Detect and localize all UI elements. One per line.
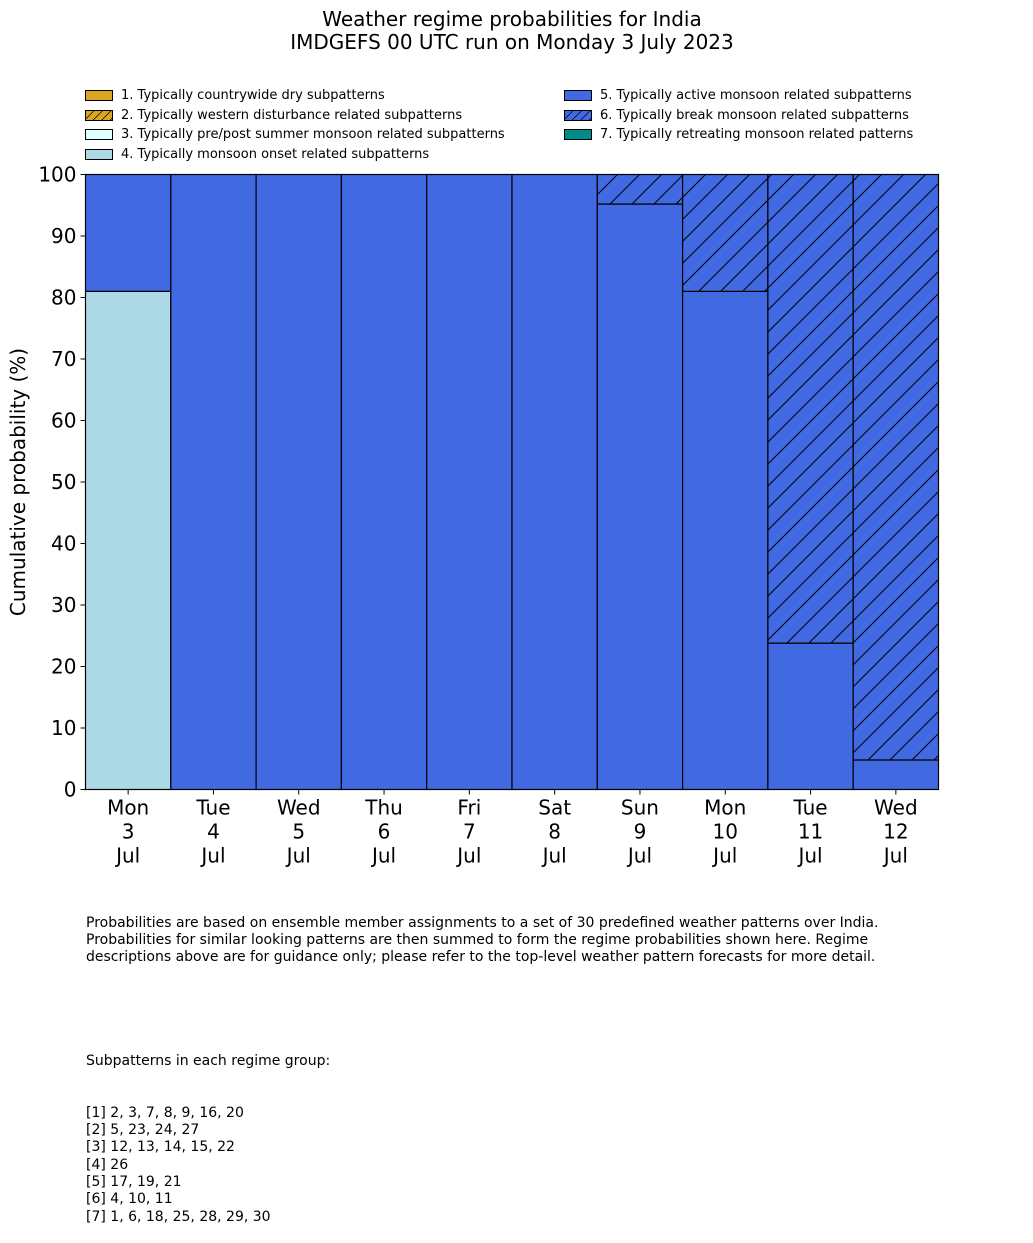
x-tick-label: Mon	[704, 795, 747, 820]
legend-item	[564, 86, 913, 106]
notes-groups-heading: Subpatterns in each regime group:	[86, 1052, 331, 1069]
x-tick-label: 6	[377, 819, 391, 844]
legend-swatch	[85, 90, 113, 101]
bar-segment-6-mon-10	[683, 175, 768, 292]
y-tick-label: 100	[38, 162, 77, 187]
legend-item	[85, 125, 505, 145]
x-tick-label: 9	[633, 819, 647, 844]
bar-segment-5-tue-4	[171, 175, 256, 790]
notes-group-item: [2] 5, 23, 24, 27	[86, 1122, 200, 1139]
x-tick-label: Jul	[371, 843, 397, 868]
notes-group-item: [3] 12, 13, 14, 15, 22	[86, 1139, 235, 1156]
bar-segment-5-wed-5	[256, 175, 341, 790]
x-tick-label: Jul	[201, 843, 226, 868]
x-tick-label: Jul	[883, 843, 908, 868]
x-tick-label: 10	[712, 819, 738, 844]
y-tick-label: 70	[51, 347, 77, 371]
bar-segment-5-wed-12	[853, 760, 938, 790]
y-axis	[38, 163, 85, 802]
bar-segment-5-fri-7	[427, 175, 512, 790]
legend-label: 7. Typically retreating monsoon related patterns	[600, 127, 914, 142]
x-tick-label: 4	[207, 819, 220, 844]
legend-swatch	[85, 110, 113, 121]
legend-swatch	[564, 129, 592, 140]
y-tick-label: 60	[51, 408, 77, 433]
legend-swatch	[564, 110, 592, 121]
y-tick-label: 20	[51, 654, 77, 679]
x-tick-label: Jul	[627, 843, 653, 868]
x-tick-label: 7	[462, 819, 476, 844]
legend-item	[85, 145, 505, 165]
legend-item	[85, 106, 505, 126]
x-tick-label: 8	[548, 819, 562, 844]
y-axis-label: Cumulative probability (%)	[6, 347, 30, 617]
bar-segment-5-mon-10	[683, 291, 768, 789]
notes-group-item: [7] 1, 6, 18, 25, 28, 29, 30	[86, 1208, 271, 1225]
x-tick-label: Jul	[286, 843, 311, 868]
legend-label: 3. Typically pre/post summer monsoon related subpatterns	[121, 127, 505, 142]
y-tick-label: 80	[51, 285, 77, 310]
x-tick-label: Jul	[542, 843, 567, 868]
y-tick-label: 10	[51, 716, 77, 740]
bar-segment-6-tue-11	[768, 175, 853, 644]
legend-label: 4. Typically monsoon onset related subpatterns	[121, 146, 430, 162]
y-tick-label: 40	[51, 531, 77, 556]
notes-group-item: [1] 2, 3, 7, 8, 9, 16, 20	[86, 1104, 244, 1121]
bar-segment-5-sun-9	[597, 204, 682, 789]
bar-group	[86, 175, 939, 790]
x-tick-label: 5	[292, 819, 306, 844]
x-tick-label: Fri	[457, 795, 482, 820]
x-tick-label: Tue	[793, 795, 828, 820]
x-tick-label: Jul	[798, 843, 823, 868]
notes-block	[86, 880, 878, 1243]
legend-label: 2. Typically western disturbance related subpatterns	[121, 107, 463, 123]
legend-item	[85, 86, 505, 106]
y-tick-label: 30	[51, 593, 77, 617]
bar-segment-5-thu-6	[341, 175, 426, 790]
legend-item	[564, 125, 913, 145]
x-tick-label: 3	[121, 819, 135, 844]
legend-label: 1. Typically countrywide dry subpatterns	[121, 88, 385, 103]
legend-item	[564, 106, 913, 126]
legend-swatch	[85, 149, 113, 160]
legend-swatch	[564, 90, 592, 101]
bar-segment-4-mon-3	[86, 291, 171, 789]
legend-label: 5. Typically active monsoon related subpatterns	[600, 88, 912, 103]
x-tick-label: 11	[797, 819, 824, 844]
x-tick-label: Jul	[457, 843, 482, 868]
notes-group-list	[86, 1105, 878, 1226]
x-axis	[107, 790, 918, 868]
notes-description: Probabilities are based on ensemble member assignments to a set of 30 predefined weather patterns over India. Probabilities for similar looking patterns are then summed to form the regime probabilities shown here. Regime descriptions above are for guidance only; please refer to the top-level weather pattern forecasts for more detail.	[86, 914, 879, 966]
x-tick-label: Wed	[276, 795, 321, 820]
bar-segment-5-tue-11	[768, 643, 853, 789]
notes-group-item: [6] 4, 10, 11	[86, 1191, 173, 1208]
legend-swatch	[85, 129, 113, 140]
bar-segment-6-wed-12	[853, 175, 938, 760]
notes-group-item: [5] 17, 19, 21	[86, 1174, 182, 1191]
chart-subtitle: IMDGEFS 00 UTC run on Monday 3 July 2023	[290, 30, 734, 54]
legend-column-left	[85, 86, 505, 164]
bar-segment-5-mon-3	[86, 175, 171, 292]
x-tick-label: Thu	[365, 795, 403, 820]
y-tick-label: 0	[63, 777, 77, 802]
legend-label: 6. Typically break monsoon related subpatterns	[600, 107, 909, 123]
x-tick-label: 12	[883, 819, 909, 844]
x-tick-label: Jul	[713, 843, 738, 868]
notes-group-item: [4] 26	[86, 1156, 129, 1173]
legend-column-right	[564, 86, 913, 145]
bar-segment-6-sun-9	[597, 175, 682, 205]
y-tick-label: 90	[51, 224, 77, 248]
x-tick-label: Tue	[196, 795, 231, 820]
x-tick-label: Jul	[116, 843, 141, 868]
chart-title: Weather regime probabilities for India	[322, 7, 702, 31]
bar-segment-5-sat-8	[512, 175, 597, 790]
x-tick-label: Wed	[874, 795, 918, 820]
y-tick-label: 50	[51, 470, 77, 494]
x-tick-label: Mon	[107, 795, 150, 820]
x-tick-label: Sun	[620, 795, 659, 820]
x-tick-label: Sat	[538, 795, 572, 820]
